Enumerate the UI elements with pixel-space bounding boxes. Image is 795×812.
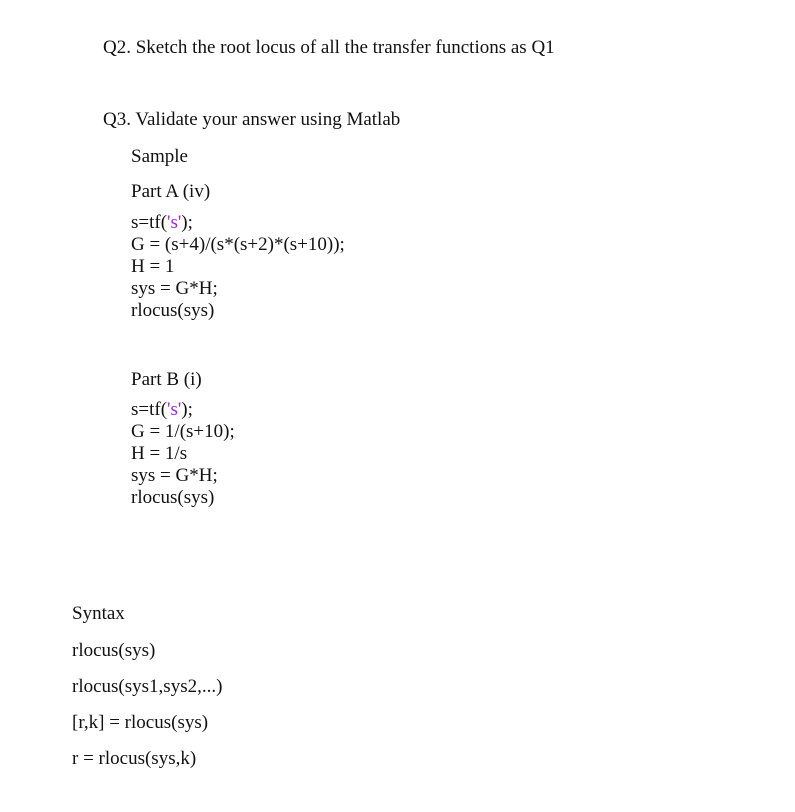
question-3-heading: Q3. Validate your answer using Matlab bbox=[103, 109, 401, 130]
part-b-code-line-5: rlocus(sys) bbox=[131, 487, 215, 508]
code-text: s=tf( bbox=[131, 212, 168, 233]
string-literal: 's' bbox=[167, 212, 182, 233]
part-b-title: Part B (i) bbox=[131, 369, 202, 390]
part-a-code-line-1 bbox=[131, 212, 193, 234]
part-a-code-line-5: rlocus(sys) bbox=[131, 300, 215, 321]
sample-label: Sample bbox=[131, 146, 188, 167]
string-literal: 's' bbox=[167, 399, 182, 420]
syntax-item: rlocus(sys1,sys2,...) bbox=[72, 676, 223, 697]
syntax-item: rlocus(sys) bbox=[72, 640, 156, 661]
syntax-item: [r,k] = rlocus(sys) bbox=[72, 712, 209, 733]
part-a-code-line-4: sys = G*H; bbox=[131, 278, 218, 299]
part-b-code-line-3: H = 1/s bbox=[131, 443, 188, 464]
syntax-heading: Syntax bbox=[72, 603, 125, 624]
code-text: ); bbox=[181, 399, 193, 420]
part-b-code-line-4: sys = G*H; bbox=[131, 465, 218, 486]
part-b-code-line-2: G = 1/(s+10); bbox=[131, 421, 235, 442]
question-2-text: Q2. Sketch the root locus of all the transfer functions as Q1 bbox=[103, 37, 555, 58]
part-a-code-line-3: H = 1 bbox=[131, 256, 175, 277]
part-a-code-line-2: G = (s+4)/(s*(s+2)*(s+10)); bbox=[131, 234, 345, 255]
code-text: ); bbox=[181, 212, 193, 233]
part-b-code-line-1 bbox=[131, 399, 193, 421]
code-text: s=tf( bbox=[131, 399, 168, 420]
syntax-item: r = rlocus(sys,k) bbox=[72, 748, 197, 769]
part-a-title: Part A (iv) bbox=[131, 181, 211, 202]
